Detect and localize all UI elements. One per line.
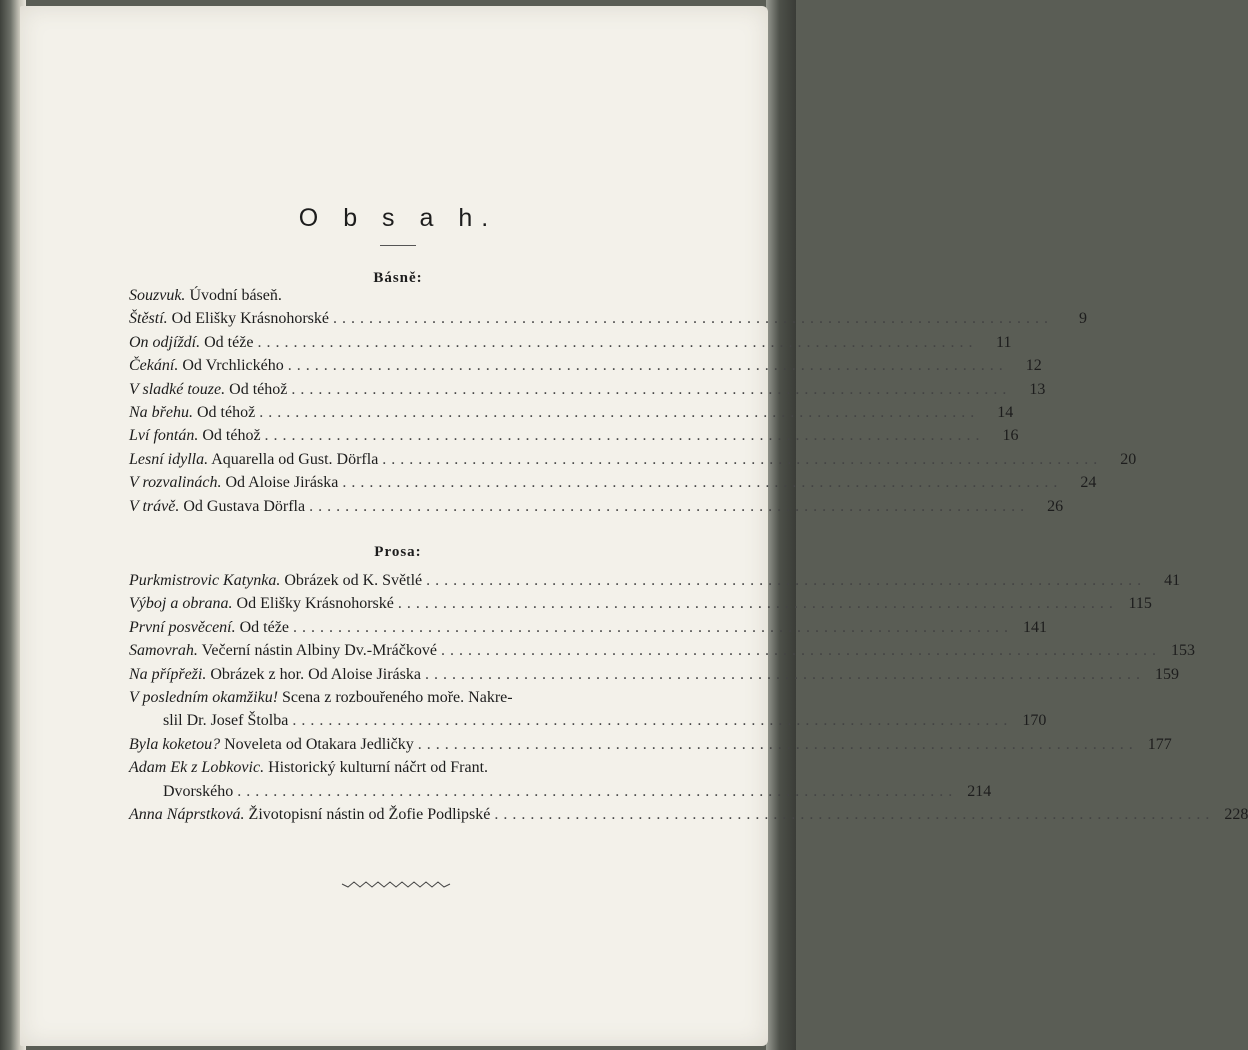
toc-entry [129,284,667,307]
page-number: 228 [1224,805,1248,823]
toc-entry [129,448,1137,471]
leader-dots: ................................................................................ [332,310,1053,328]
entry-author: Historický kulturní náčrt od Frant. [264,759,489,777]
entry-author: Od Elišky Krásnohorské [167,310,329,328]
toc-entry [129,471,1097,494]
leader-dots: ................................................................................ [382,450,1103,468]
entry-title: V trávě. [129,497,180,515]
entry-title: Souzvuk. [129,287,186,304]
entry-title: On odjíždí. [129,333,201,351]
entry-title: Lví fontán. [129,427,199,445]
toc-entry [129,756,667,779]
cover-edge [766,0,796,1050]
leader-dots: ................................................................................ [292,618,1013,636]
entry-title: V posledním okamžiku! [129,688,279,706]
entry-author: Od téhož [225,380,288,398]
page-title: O b s a h. [298,204,498,232]
entry-title: Na břehu. [129,403,193,421]
prose-list [129,569,1248,826]
toc-entry-continuation [129,780,992,803]
toc-entry [129,686,667,709]
toc-entry [129,331,1012,354]
entry-author: Obrázek z hor. Od Aloise Jiráska [206,665,421,683]
toc-entry-continuation [129,709,1047,732]
toc-entry [129,663,1179,686]
leader-dots: ................................................................................ [424,665,1145,683]
page-number: 9 [1078,310,1087,328]
entry-title: Adam Ek z Lobkovic. [129,759,265,777]
entry-title: V sladké touze. [129,380,226,398]
toc-entry [129,616,1047,639]
page-number: 12 [1025,357,1042,375]
entry-title: Samovrah. [129,642,198,660]
entry-author: Úvodní báseň. [185,287,282,304]
leader-dots: ................................................................................ [291,380,1012,398]
entry-author: Aquarella od Gust. Dörfla [208,450,379,468]
page-number: 141 [1022,618,1047,636]
page-number: 41 [1164,572,1181,589]
page-number: 177 [1147,735,1172,753]
toc-entry [129,733,1172,756]
leader-dots: ................................................................................ [257,333,978,351]
page-number: 20 [1120,450,1137,468]
leader-dots: ................................................................................ [264,427,985,445]
entry-author: Večerní nástin Albiny Dv.-Mráčkové [197,642,437,660]
page-number: 26 [1047,497,1064,515]
page-number: 214 [967,782,992,800]
page-number: 115 [1128,595,1152,613]
entry-author: Od téže [200,333,254,351]
entry-author: Od Elišky Krásnohorské [232,595,394,613]
page-number: 24 [1080,474,1097,492]
entry-author: Scena z rozbouřeného moře. Nakre- [278,688,513,706]
page-number: 11 [996,333,1012,351]
ornament-divider [340,877,452,891]
entry-author: Od téže [235,618,289,636]
entry-title: Purkmistrovic Katynka. [129,572,281,589]
leader-dots: ................................................................................ [426,572,1147,589]
entry-title: Na přípřeži. [129,665,207,683]
toc-entry [129,495,1064,518]
title-divider [380,245,416,246]
toc-entry [129,639,1195,662]
entry-title: Štěstí. [129,310,168,328]
entry-continuation-text: Dvorského [163,782,234,800]
toc-entry [129,569,1181,592]
entry-title: Lesní idylla. [129,450,209,468]
entry-title: Anna Náprstková. [129,805,245,823]
entry-author: Noveleta od Otakara Jedličky [220,735,414,753]
leader-dots: ................................................................................ [259,403,980,421]
entry-title: Byla koketou? [129,735,221,753]
poems-list [129,284,1137,518]
page-number: 170 [1022,712,1047,730]
entry-title: První posvěcení. [129,618,236,636]
section-heading-prose: Prosa: [374,544,422,560]
toc-entry [129,592,1152,615]
entry-author: Od Aloise Jiráska [221,474,339,492]
toc-entry [129,401,1014,424]
leader-dots: ................................................................................ [309,497,1030,515]
toc-entry [129,307,1087,330]
page-number: 14 [997,403,1014,421]
entry-author: Od téhož [193,403,256,421]
toc-entry [129,803,1248,826]
page-number: 13 [1029,380,1046,398]
page-number: 153 [1170,642,1195,660]
leader-dots: ................................................................................ [417,735,1138,753]
entry-title: Čekání. [129,357,179,375]
entry-author: Od Vrchlického [178,357,284,375]
entry-title: V rozvalinách. [129,474,222,492]
leader-dots: ................................................................................ [397,595,1118,613]
toc-entry [129,424,1019,447]
entry-author: Obrázek od K. Světlé [280,572,423,589]
leader-dots: ................................................................................ [494,805,1215,823]
entry-author: Od Gustava Dörfla [179,497,306,515]
leader-dots: ................................................................................ [440,642,1161,660]
entry-author: Od téhož [198,427,261,445]
entry-title: Výboj a obrana. [129,595,233,613]
toc-entry [129,378,1046,401]
page-number: 16 [1002,427,1019,445]
leader-dots: ................................................................................ [237,782,958,800]
page-number: 159 [1154,665,1179,683]
entry-continuation-text: slil Dr. Josef Štolba [163,712,289,730]
leader-dots: ................................................................................ [342,474,1063,492]
leader-dots: ................................................................................ [292,712,1013,730]
section-heading-poems: Básně: [373,270,423,286]
toc-entry [129,354,1042,377]
leader-dots: ................................................................................ [287,357,1008,375]
entry-author: Životopisní nástin od Žofie Podlipské [244,805,491,823]
